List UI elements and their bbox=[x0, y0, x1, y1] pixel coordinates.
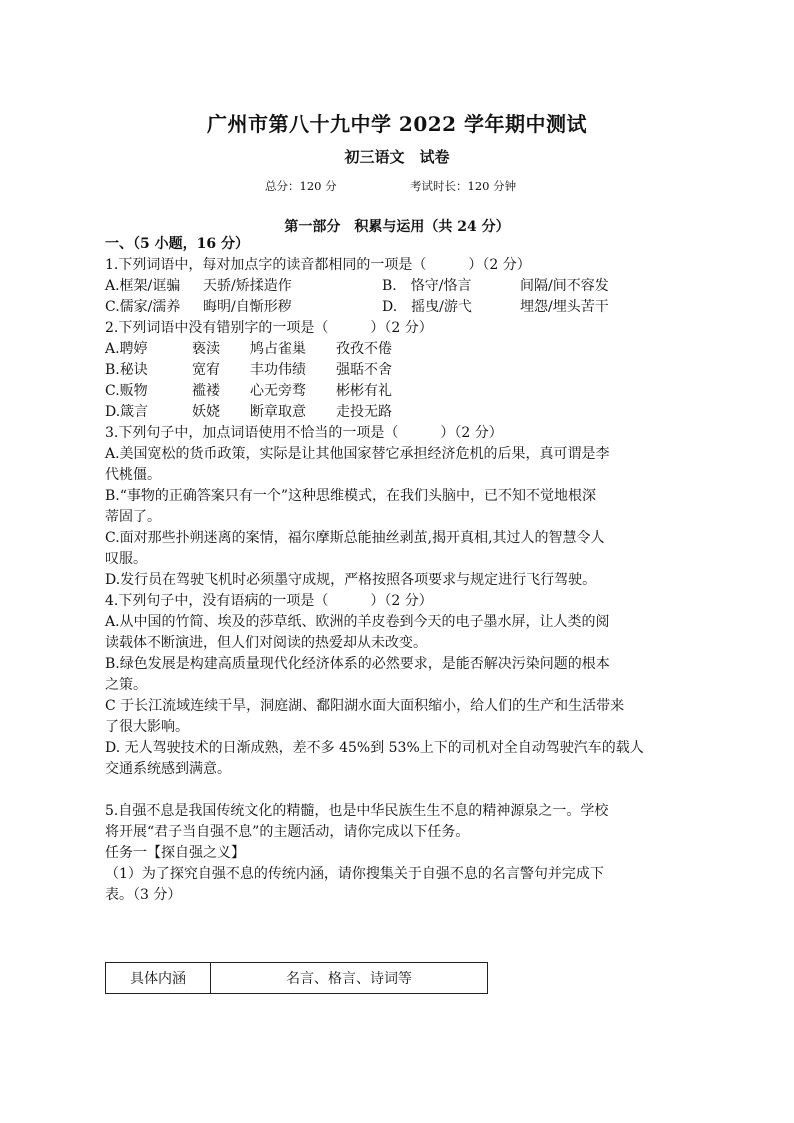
q2-c-word1: C.贩物 bbox=[105, 383, 148, 399]
q1-option-a-1: A.框架/诓骗 bbox=[105, 278, 181, 294]
exam-title: 广州市第八十九中学 2022 学年期中测试 bbox=[206, 112, 588, 136]
q2-b-word2: 宽宥 bbox=[192, 362, 220, 378]
q5-line: 5.自强不息是我国传统文化的精髓，也是中华民族生生不息的精神源泉之一。学校 bbox=[105, 803, 609, 819]
q2-a-word2: 亵渎 bbox=[192, 341, 220, 357]
q2-d-word1: D.箴言 bbox=[105, 404, 149, 420]
table-header-content: 具体内涵 bbox=[106, 963, 211, 994]
q1-option-b-1: B. 恪守/恪言 bbox=[382, 278, 472, 294]
q2-b-word4: 强聒不舍 bbox=[336, 362, 392, 378]
q3-line: 叹服。 bbox=[105, 551, 147, 567]
exam-time: 考试时长：120 分钟 bbox=[410, 179, 517, 193]
q4-line: C 于长江流域连续干旱，洞庭湖、鄱阳湖水面大面积缩小，给人们的生产和生活带来 bbox=[105, 698, 625, 714]
q3-line: 代桃僵。 bbox=[105, 467, 161, 483]
q3-line: D.发行员在驾驶飞机时必须墨守成规，严格按照各项要求与规定进行飞行驾驶。 bbox=[105, 572, 597, 588]
q4-line: 交通系统感到满意。 bbox=[105, 761, 231, 777]
q2-c-word2: 褴褛 bbox=[192, 383, 220, 399]
total-score: 总分：120 分 bbox=[265, 179, 337, 193]
q2-a-word1: A.聘婷 bbox=[105, 341, 148, 357]
q4-line: 了很大影响。 bbox=[105, 719, 189, 735]
q1-option-c-1: C.儒家/濡养 bbox=[105, 299, 181, 315]
q2-stem: 2.下列词语中没有错别字的一项是（ ）（2 分） bbox=[105, 320, 433, 336]
exam-subtitle: 初三语文 试卷 bbox=[344, 148, 450, 166]
q1-stem: 1.下列词语中，每对加点字的读音都相同的一项是（ ）（2 分） bbox=[105, 257, 531, 273]
q2-c-word4: 彬彬有礼 bbox=[336, 383, 392, 399]
q2-a-word4: 孜孜不倦 bbox=[336, 341, 392, 357]
q2-a-word3: 鸠占雀巢 bbox=[250, 341, 306, 357]
q5-line: 表。（3 分） bbox=[105, 887, 182, 903]
q3-line: 蒂固了。 bbox=[105, 509, 161, 525]
q1-option-b-2: 间隔/间不容发 bbox=[520, 278, 609, 294]
q3-line: B.“事物的正确答案只有一个”这种思维模式，在我们头脑中，已不知不觉地根深 bbox=[105, 488, 597, 504]
q3-stem: 3.下列句子中，加点词语使用不恰当的一项是（ ）（2 分） bbox=[105, 425, 503, 441]
part1-title: 第一部分 积累与运用（共 24 分） bbox=[284, 219, 510, 235]
q4-line: D. 无人驾驶技术的日渐成熟，差不多 45%到 53%上下的司机对全自动驾驶汽车的载人 bbox=[105, 740, 644, 756]
q4-line: 之策。 bbox=[105, 677, 147, 693]
q5-line: （1）为了探究自强不息的传统内涵，请你搜集关于自强不息的名言警句并完成下 bbox=[105, 866, 604, 882]
q4-line: A.从中国的竹简、埃及的莎草纸、欧洲的羊皮卷到今天的电子墨水屏，让人类的阅 bbox=[105, 614, 610, 630]
q5-answer-table bbox=[105, 962, 488, 994]
q2-b-word3: 丰功伟绩 bbox=[250, 362, 306, 378]
q4-line: 读载体不断演进，但人们对阅读的热爱却从未改变。 bbox=[105, 635, 427, 651]
q3-line: C.面对那些扑朔迷离的案情，福尔摩斯总能抽丝剥茧,揭开真相,其过人的智慧令人 bbox=[105, 530, 605, 546]
q4-stem: 4.下列句子中，没有语病的一项是（ ）（2 分） bbox=[105, 593, 433, 609]
section1-title: 一、（5 小题，16 分） bbox=[105, 236, 249, 252]
q2-d-word3: 断章取意 bbox=[250, 404, 306, 420]
q2-d-word4: 走投无路 bbox=[336, 404, 392, 420]
q5-line: 将开展“君子当自强不息”的主题活动，请你完成以下任务。 bbox=[105, 824, 470, 840]
q5-task-title: 任务一【探自强之义】 bbox=[105, 845, 245, 861]
q3-line: A.美国宽松的货币政策，实际是让其他国家替它承担经济危机的后果，真可谓是李 bbox=[105, 446, 610, 462]
q2-b-word1: B.秘诀 bbox=[105, 362, 148, 378]
q1-option-a-2: 天骄/矫揉造作 bbox=[203, 278, 292, 294]
table-header-quotes: 名言、格言、诗词等 bbox=[211, 963, 488, 994]
q4-line: B.绿色发展是构建高质量现代化经济体系的必然要求，是能否解决污染问题的根本 bbox=[105, 656, 610, 672]
q2-d-word2: 妖娆 bbox=[192, 404, 220, 420]
q1-option-c-2: 晦明/自惭形秽 bbox=[203, 299, 292, 315]
table-row bbox=[106, 963, 488, 994]
q1-option-d-1: D. 摇曳/游弋 bbox=[382, 299, 472, 315]
q1-option-d-2: 埋怨/埋头苦干 bbox=[520, 299, 609, 315]
q2-c-word3: 心无旁骛 bbox=[250, 383, 306, 399]
